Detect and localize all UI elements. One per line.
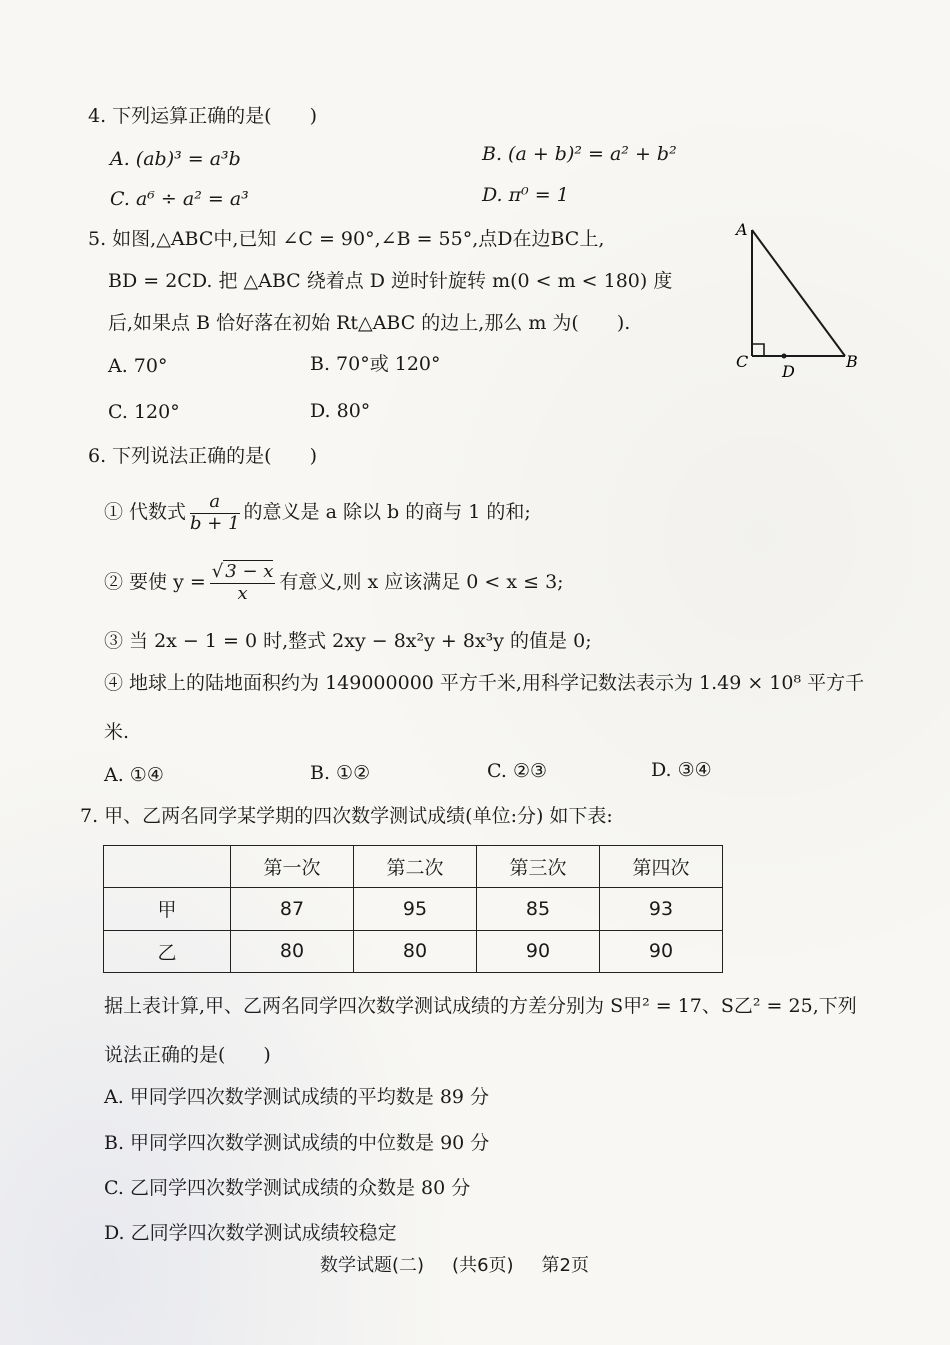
q5-option-c: C. 120° [108, 401, 180, 423]
table-cell: 85 [477, 888, 600, 930]
q5-option-a: A. 70° [108, 355, 168, 377]
q6-statement-4-line2: 米. [104, 721, 130, 743]
s2-denominator: x [237, 582, 248, 604]
q5-line3: 后,如果点 B 恰好落在初始 Rt△ABC 的边上,那么 m 为( ). [108, 312, 631, 334]
table-row [104, 888, 723, 930]
q6-statement-3: ③ 当 2x − 1 = 0 时,整式 2xy − 8x²y + 8x³y 的值是 0; [104, 630, 592, 652]
page-footer [320, 1251, 617, 1277]
label-c: C [736, 352, 749, 371]
q4-stem: 4. 下列运算正确的是( ) [88, 105, 317, 127]
q7-option-d: D. 乙同学四次数学测试成绩较稳定 [104, 1222, 397, 1244]
q7-option-a: A. 甲同学四次数学测试成绩的平均数是 89 分 [104, 1086, 490, 1108]
table-cell: 93 [600, 888, 723, 930]
q7-paragraph-1: 据上表计算,甲、乙两名同学四次数学测试成绩的方差分别为 S甲² = 17、S乙² = 25,下列 [104, 995, 857, 1017]
q6-option-c: C. ②③ [487, 760, 548, 782]
label-d: D [782, 362, 795, 381]
table-header-cell: 第二次 [354, 846, 477, 888]
table-cell: 乙 [104, 930, 231, 972]
label-a: A [736, 220, 748, 239]
table-cell: 95 [354, 888, 477, 930]
table-header-row [104, 846, 723, 888]
q7-stem: 7. 甲、乙两名同学某学期的四次数学测试成绩(单位:分) 如下表: [80, 805, 613, 827]
s2-fraction [210, 562, 276, 604]
score-table [103, 845, 723, 973]
q7-paragraph-2: 说法正确的是( ) [104, 1044, 271, 1066]
table-cell: 80 [354, 930, 477, 972]
q5-option-d: D. 80° [310, 400, 371, 422]
table-cell: 90 [600, 930, 723, 972]
point-d [782, 354, 787, 359]
footer-page-number: 第2页 [541, 1255, 589, 1276]
q5-line1: 5. 如图,△ABC中,已知 ∠C = 90°,∠B = 55°,点D在边BC上, [88, 228, 605, 250]
q5-option-b: B. 70°或 120° [310, 353, 441, 375]
s1-suffix: 的意义是 a 除以 b 的商与 1 的和; [243, 501, 531, 524]
s2-prefix: ② 要使 y = [104, 571, 206, 594]
q4-option-b: B. (a + b)² = a² + b² [482, 143, 677, 165]
q4-option-a: A. (ab)³ = a³b [110, 148, 241, 170]
table-header-cell: 第四次 [600, 846, 723, 888]
table-cell: 87 [231, 888, 354, 930]
s2-suffix: 有意义,则 x 应该满足 0 < x ≤ 3; [279, 571, 564, 594]
label-b: B [846, 352, 858, 371]
s1-denominator: b + 1 [190, 512, 240, 534]
table-header-cell [104, 846, 231, 888]
q6-option-d: D. ③④ [651, 759, 712, 781]
right-angle-mark [752, 344, 764, 356]
q6-statement-1 [104, 492, 531, 534]
q4-option-d: D. π⁰ = 1 [482, 184, 569, 206]
table-cell: 90 [477, 930, 600, 972]
table-header-cell: 第一次 [231, 846, 354, 888]
s2-radicand: 3 − x [225, 561, 274, 582]
s2-numerator: √ 3 − x [211, 561, 274, 582]
triangle-figure [728, 215, 868, 385]
s1-prefix: ① 代数式 [104, 501, 187, 524]
table-cell: 甲 [104, 888, 231, 930]
table-header-cell: 第三次 [477, 846, 600, 888]
q6-statement-4-line1: ④ 地球上的陆地面积约为 149000000 平方千米,用科学记数法表示为 1.49 × 10⁸ 平方千 [104, 672, 865, 694]
side-ab [752, 230, 845, 356]
q6-option-a: A. ①④ [104, 764, 164, 786]
footer-total-pages: (共6页) [452, 1255, 514, 1276]
table-cell: 80 [231, 930, 354, 972]
q7-option-c: C. 乙同学四次数学测试成绩的众数是 80 分 [104, 1177, 471, 1199]
q6-stem: 6. 下列说法正确的是( ) [88, 445, 317, 467]
q6-option-b: B. ①② [310, 762, 371, 784]
q6-statement-2 [104, 562, 564, 604]
q5-line2: BD = 2CD. 把 △ABC 绕着点 D 逆时针旋转 m(0 < m < 180) 度 [108, 270, 673, 292]
q7-option-b: B. 甲同学四次数学测试成绩的中位数是 90 分 [104, 1132, 490, 1154]
s1-fraction [190, 492, 240, 534]
footer-title: 数学试题(二) [320, 1255, 425, 1276]
s1-numerator: a [190, 492, 240, 514]
q4-option-c: C. a⁶ ÷ a² = a³ [110, 188, 249, 210]
table-row [104, 930, 723, 972]
